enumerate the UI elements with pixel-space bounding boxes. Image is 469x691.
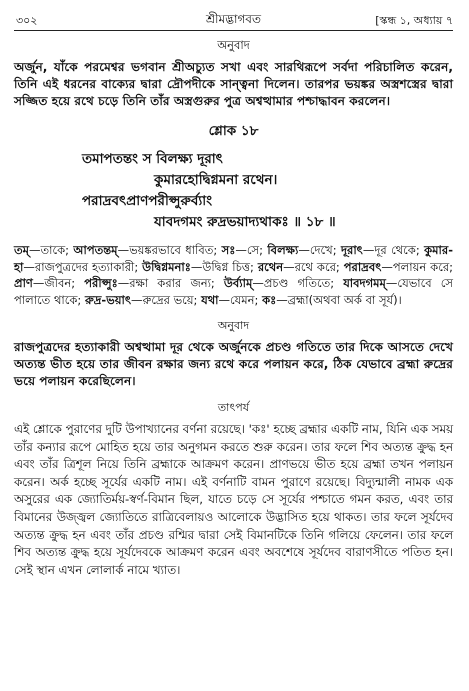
synonym-word: যথা (201, 292, 219, 307)
synonym-word: যাবদগমম্ (343, 276, 386, 290)
translation2-text: রাজপুত্রদের হত্যাকারী অশ্বত্থামা দূর থেকে অর্জুনকে প্রচণ্ড গতিতে তার দিকে আসতে দেখে অত্যন্ত ভীত হয়ে তার জীবন রক্ষার জন্য রথে করে পলায়ন করে, ঠিক যেভাবে ব্রহ্মা রুদ্রের ভয়ে পলায়ন করেছিলেন। (14, 340, 453, 388)
verse-text (14, 149, 453, 233)
synonym-word: প্রাণ (14, 276, 33, 290)
purport-heading: তাৎপর্য (217, 401, 250, 414)
synonym-word: কুমার-হা (14, 243, 453, 274)
synonym-word: বিলক্ষ্য (267, 243, 299, 257)
synonym-meaning: —যেভাবে সে পালাতে থাকে; (14, 276, 453, 307)
synonym-meaning: —দেখে; (298, 243, 341, 257)
synonym-meaning: —প্রচণ্ড গতিতে; (252, 276, 344, 290)
synonym-word: কঃ (262, 292, 277, 307)
page-header (14, 6, 453, 28)
synonym-meaning: —ভয়ঙ্করভাবে ধাবিত; (117, 243, 222, 257)
synonym-word: তম্ (14, 243, 30, 257)
translation-heading: অনুবাদ (217, 38, 250, 52)
synonym-word: উদ্বিগ্নমনাঃ (142, 259, 191, 274)
synonym-meaning: —রুদ্রের ভয়ে; (131, 292, 202, 307)
synonym-word: পরীপ্সুঃ (84, 276, 118, 290)
synonym-meaning: —উদ্বিগ্ন চিত্ত; (190, 259, 258, 274)
synonym-word: সঃ (221, 243, 236, 257)
chapter-reference: [স্কন্ধ ১, অধ্যায় ৭ (375, 14, 453, 27)
synonym-word: উর্ব্যাম্ (223, 276, 253, 290)
synonym-meaning: —পলায়ন করে; (381, 259, 454, 274)
book-title: শ্রীমদ্ভাগবত (205, 12, 261, 26)
synonym-word: দূরাৎ (340, 243, 363, 257)
synonym-meaning: —ব্রহ্মা(অথবা অর্ক বা সূর্য)। (276, 292, 402, 307)
verse-line-3: পরাদ্রবৎপ্রাণপরীপ্সুরুর্ব্যাং (82, 193, 213, 209)
synonym-meaning: —রথে করে; (283, 259, 344, 274)
synonym-meaning: —রাজপুত্রদের হত্যাকারী; (23, 259, 143, 274)
page-number: ৩০২ (16, 14, 38, 27)
synonym-meaning: —সে; (235, 243, 268, 257)
verse-title: শ্লোক ১৮ (208, 123, 259, 139)
synonym-word: পরাদ্রবৎ (343, 259, 382, 274)
synonym-meaning: —তাকে; (29, 243, 74, 257)
translation-text: অর্জুন, যাঁকে পরমেশ্বর ভগবান শ্রীঅচ্যুত সখা এবং সারথিরূপে সর্বদা পরিচালিত করেন, তিনি এই ধরনের বাক্যের দ্বারা দ্রৌপদীকে সান্ত্বনা দিলেন। তারপর ভয়ঙ্কর অস্ত্রশস্ত্রের দ্বারা সজ্জিত হয়ে রথে চড়ে তিনি তাঁর অস্ত্রগুরুর পুত্র অশ্বত্থামার পশ্চাদ্ধাবন করলেন। (14, 60, 453, 108)
translation2-heading: অনুবাদ (217, 319, 250, 332)
synonym-word: রুদ্র-ভয়াৎ (84, 292, 132, 307)
synonym-meaning: —জীবন; (32, 276, 85, 290)
synonym-word: রথেন (257, 259, 284, 274)
synonym-meaning: —যেমন; (218, 292, 263, 307)
synonym-meaning: —দূর থেকে; (362, 243, 425, 257)
synonym-meaning: —রক্ষা করার জন্য; (117, 276, 224, 290)
verse-line-2: কুমারহোদ্বিগ্নমনা রথেন। (154, 172, 278, 188)
verse-line-1: তমাপতন্তং স বিলক্ষ্য দূরাৎ (82, 151, 223, 167)
synonym-word: আপতন্তম্ (73, 243, 118, 257)
word-for-word-synonyms (14, 242, 453, 308)
verse-line-4: যাবদগমং রুদ্রভয়াদ্যথাকঃ ॥ ১৮ ॥ (154, 214, 336, 230)
purport-text: এই শ্লোকে পুরাণের দুটি উপাখ্যানের বর্ণনা রয়েছে। 'কঃ' হচ্ছে ব্রহ্মার একটি নাম, যিনি এক সময় তাঁর কন্যার রূপে মোহিত হয়ে তার অনুগমন করতে শুরু করেন। তার ফলে শিব অত্যন্ত ক্রুদ্ধ হন এবং তাঁর ত্রিশূল নিয়ে তিনি ব্রহ্মাকে আক্রমণ করেন। প্রাণভয়ে ভীত হয়ে ব্রহ্মা তখন পলায়ন করেন। অর্ক হচ্ছে সূর্যের একটি নাম। এই বর্ণনাটি বামন পুরাণে রয়েছে। বিদ্যুন্মালী নামক এক অসুরের এক জ্যোতির্ময়-স্বর্ণ-বিমান ছিল, যাতে চড়ে সে সূর্যের পশ্চাতে গমন করত, এবং তার বিমানের উজ্জ্বল জ্যোতিতে রাত্রিবেলায়ও আলোকে উদ্ভাসিত হয়ে থাকত। তার ফলে সূর্যদেব অত্যন্ত ক্রুদ্ধ হন এবং তাঁর প্রচণ্ড রশ্মির দ্বারা সেই বিমানটিকে তিনি গলিয়ে ফেলেন। তার ফলে শিব অত্যন্ত ক্রুদ্ধ হয়ে সূর্যদেবকে আক্রমণ করেন এবং অবশেষে সূর্যদেব বারাণসীতে পতিত হন। সেই স্থান এখন লোলার্ক নামে খ্যাত। (14, 422, 453, 577)
